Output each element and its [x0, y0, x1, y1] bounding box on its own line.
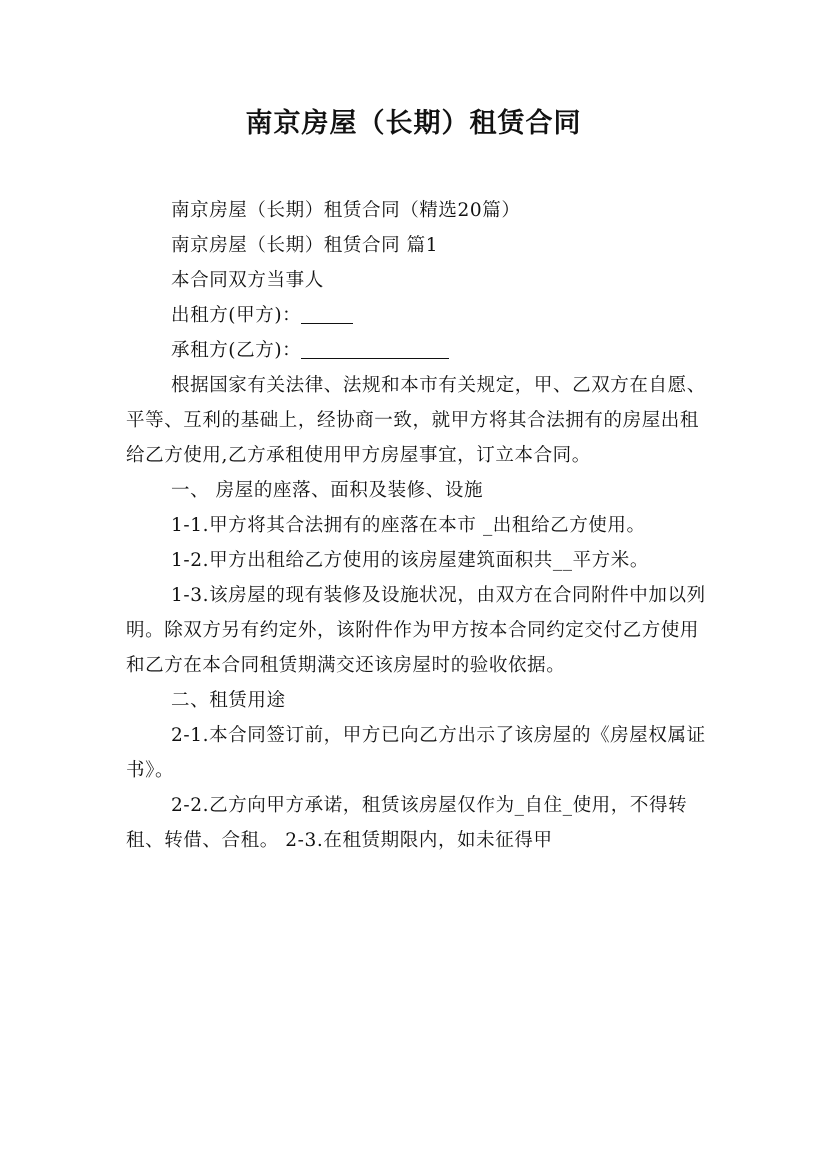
lessor-line	[126, 298, 716, 333]
lessee-label: 承租方(乙方)：	[171, 340, 302, 361]
lessor-blank	[301, 301, 353, 324]
clause-1-3: 1-3.该房屋的现有装修及设施状况，由双方在合同附件中加以列明。除双方另有约定外，该附件作为甲方按本合同约定交付乙方使用和乙方在本合同租赁期满交还该房屋时的验收依据。	[126, 585, 706, 676]
section-2-heading: 二、租赁用途	[171, 690, 286, 711]
clause-1-2: 1-2.甲方出租给乙方使用的该房屋建筑面积共__平方米。	[171, 550, 649, 571]
subtitle: 南京房屋（长期）租赁合同（精选20篇）	[171, 200, 521, 221]
chapter-heading: 南京房屋（长期）租赁合同 篇1	[171, 235, 439, 256]
clause-1-1: 1-1.甲方将其合法拥有的座落在本市 _出租给乙方使用。	[171, 515, 646, 536]
parties-heading: 本合同双方当事人	[171, 270, 324, 291]
document-title: 南京房屋（长期）租赁合同	[245, 108, 582, 139]
section-1-heading: 一、 房屋的座落、面积及装修、设施	[171, 480, 484, 501]
lessee-line	[126, 333, 716, 368]
lessor-label: 出租方(甲方)：	[171, 305, 302, 326]
clause-2-1: 2-1.本合同签订前，甲方已向乙方出示了该房屋的《房屋权属证书》。	[126, 725, 706, 781]
preamble-paragraph: 根据国家有关法律、法规和本市有关规定，甲、乙双方在自愿、平等、互利的基础上，经协商一致，就甲方将其合法拥有的房屋出租给乙方使用,乙方承租使用甲方房屋事宜，订立本合同。	[126, 375, 706, 466]
document-body	[126, 193, 716, 858]
clause-2-2: 2-2.乙方向甲方承诺，租赁该房屋仅作为_自住_使用，不得转租、转借、合租。 2-3.在租赁期限内，如未征得甲	[126, 795, 688, 851]
lessee-blank	[301, 336, 449, 359]
